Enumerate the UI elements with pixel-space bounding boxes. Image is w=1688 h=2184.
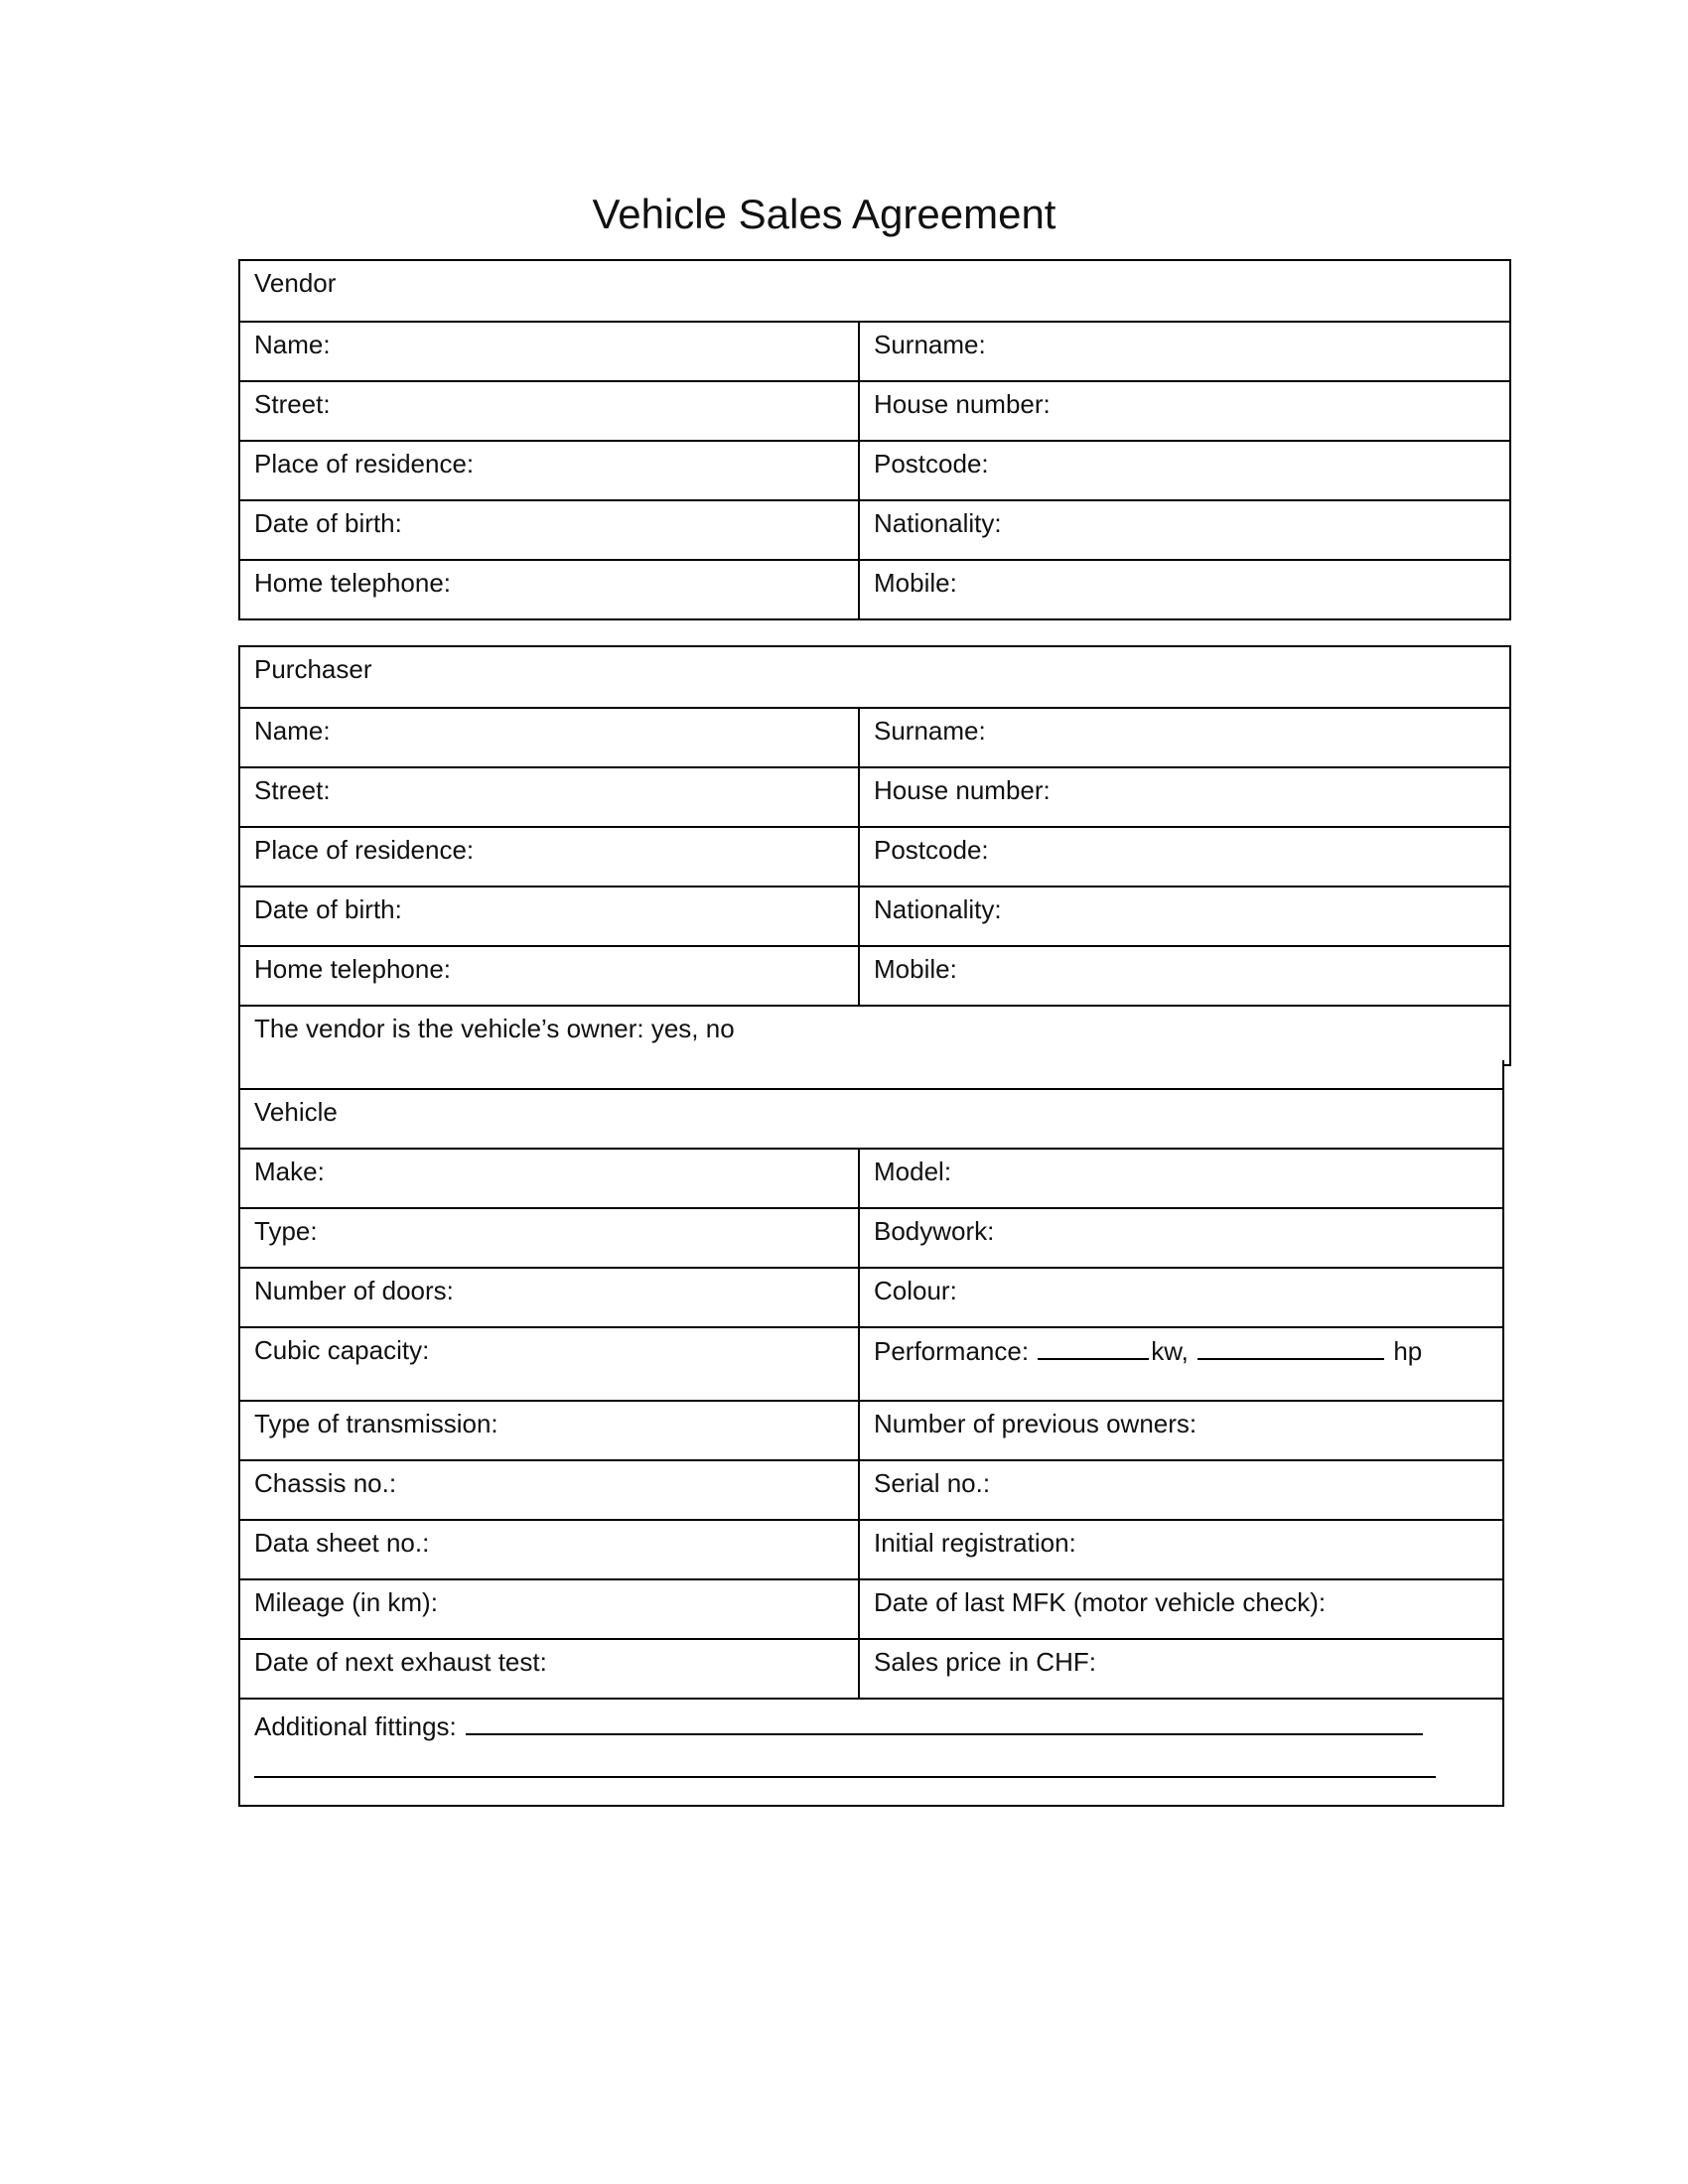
purchaser-surname-field[interactable]: Surname:: [874, 716, 986, 746]
vehicle-sales-price-field[interactable]: Sales price in CHF:: [874, 1647, 1096, 1677]
purchaser-postcode-field[interactable]: Postcode:: [874, 835, 989, 865]
vehicle-initial-registration-field[interactable]: Initial registration:: [874, 1528, 1076, 1558]
vendor-surname-field[interactable]: Surname:: [874, 330, 986, 359]
vendor-postcode-field[interactable]: Postcode:: [874, 449, 989, 478]
vehicle-cubic-capacity-field[interactable]: Cubic capacity:: [240, 1328, 860, 1400]
vendor-nationality-field[interactable]: Nationality:: [874, 508, 1002, 538]
vendor-name-field[interactable]: Name:: [240, 323, 860, 380]
hp-blank[interactable]: [1197, 1334, 1384, 1360]
spacer-strip: [240, 1060, 1502, 1088]
vehicle-doors-field[interactable]: Number of doors:: [240, 1269, 860, 1326]
additional-fittings-blank-2[interactable]: [254, 1742, 1436, 1778]
performance-label: Performance:: [874, 1336, 1037, 1366]
purchaser-residence-field[interactable]: Place of residence:: [240, 828, 860, 886]
vehicle-chassis-field[interactable]: Chassis no.:: [240, 1461, 860, 1519]
vendor-mobile-field[interactable]: Mobile:: [874, 568, 957, 598]
vendor-header: Vendor: [254, 268, 337, 298]
kw-unit: kw,: [1151, 1336, 1196, 1366]
vehicle-previous-owners-field[interactable]: Number of previous owners:: [874, 1409, 1197, 1438]
purchaser-street-field[interactable]: Street:: [240, 768, 860, 826]
additional-fittings-field[interactable]: [240, 1700, 1502, 1805]
document-title: Vehicle Sales Agreement: [592, 191, 1056, 237]
purchaser-home-telephone-field[interactable]: Home telephone:: [240, 947, 860, 1005]
purchaser-dob-field[interactable]: Date of birth:: [240, 887, 860, 945]
vendor-dob-field[interactable]: Date of birth:: [240, 501, 860, 559]
purchaser-name-field[interactable]: Name:: [240, 709, 860, 766]
vehicle-bodywork-field[interactable]: Bodywork:: [874, 1216, 995, 1246]
additional-fittings-blank-1[interactable]: [466, 1709, 1423, 1735]
vendor-home-telephone-field[interactable]: Home telephone:: [240, 561, 860, 618]
vehicle-header: Vehicle: [254, 1097, 338, 1127]
hp-unit: hp: [1386, 1336, 1423, 1366]
vehicle-mileage-field[interactable]: Mileage (in km):: [240, 1580, 860, 1638]
vehicle-last-mfk-field[interactable]: Date of last MFK (motor vehicle check):: [874, 1587, 1327, 1617]
vehicle-colour-field[interactable]: Colour:: [874, 1276, 957, 1305]
purchaser-nationality-field[interactable]: Nationality:: [874, 894, 1002, 924]
vehicle-transmission-field[interactable]: Type of transmission:: [240, 1402, 860, 1459]
vehicle-model-field[interactable]: Model:: [874, 1157, 952, 1186]
vehicle-performance-field[interactable]: [860, 1328, 1502, 1400]
additional-fittings-label: Additional fittings:: [254, 1711, 465, 1741]
vehicle-data-sheet-field[interactable]: Data sheet no.:: [240, 1521, 860, 1578]
vendor-street-field[interactable]: Street:: [240, 382, 860, 440]
vehicle-make-field[interactable]: Make:: [240, 1150, 860, 1207]
purchaser-table: [238, 645, 1511, 1066]
vendor-owner-question[interactable]: The vendor is the vehicle’s owner: yes, no: [254, 1014, 735, 1043]
vehicle-table: [238, 1060, 1504, 1807]
vehicle-serial-field[interactable]: Serial no.:: [874, 1468, 991, 1498]
purchaser-mobile-field[interactable]: Mobile:: [874, 954, 957, 984]
vendor-house-number-field[interactable]: House number:: [874, 389, 1051, 419]
kw-blank[interactable]: [1038, 1334, 1149, 1360]
vehicle-next-exhaust-test-field[interactable]: Date of next exhaust test:: [240, 1640, 860, 1698]
vendor-residence-field[interactable]: Place of residence:: [240, 442, 860, 499]
vendor-table: [238, 259, 1511, 620]
vehicle-type-field[interactable]: Type:: [240, 1209, 860, 1267]
purchaser-house-number-field[interactable]: House number:: [874, 775, 1051, 805]
purchaser-header: Purchaser: [254, 654, 372, 684]
